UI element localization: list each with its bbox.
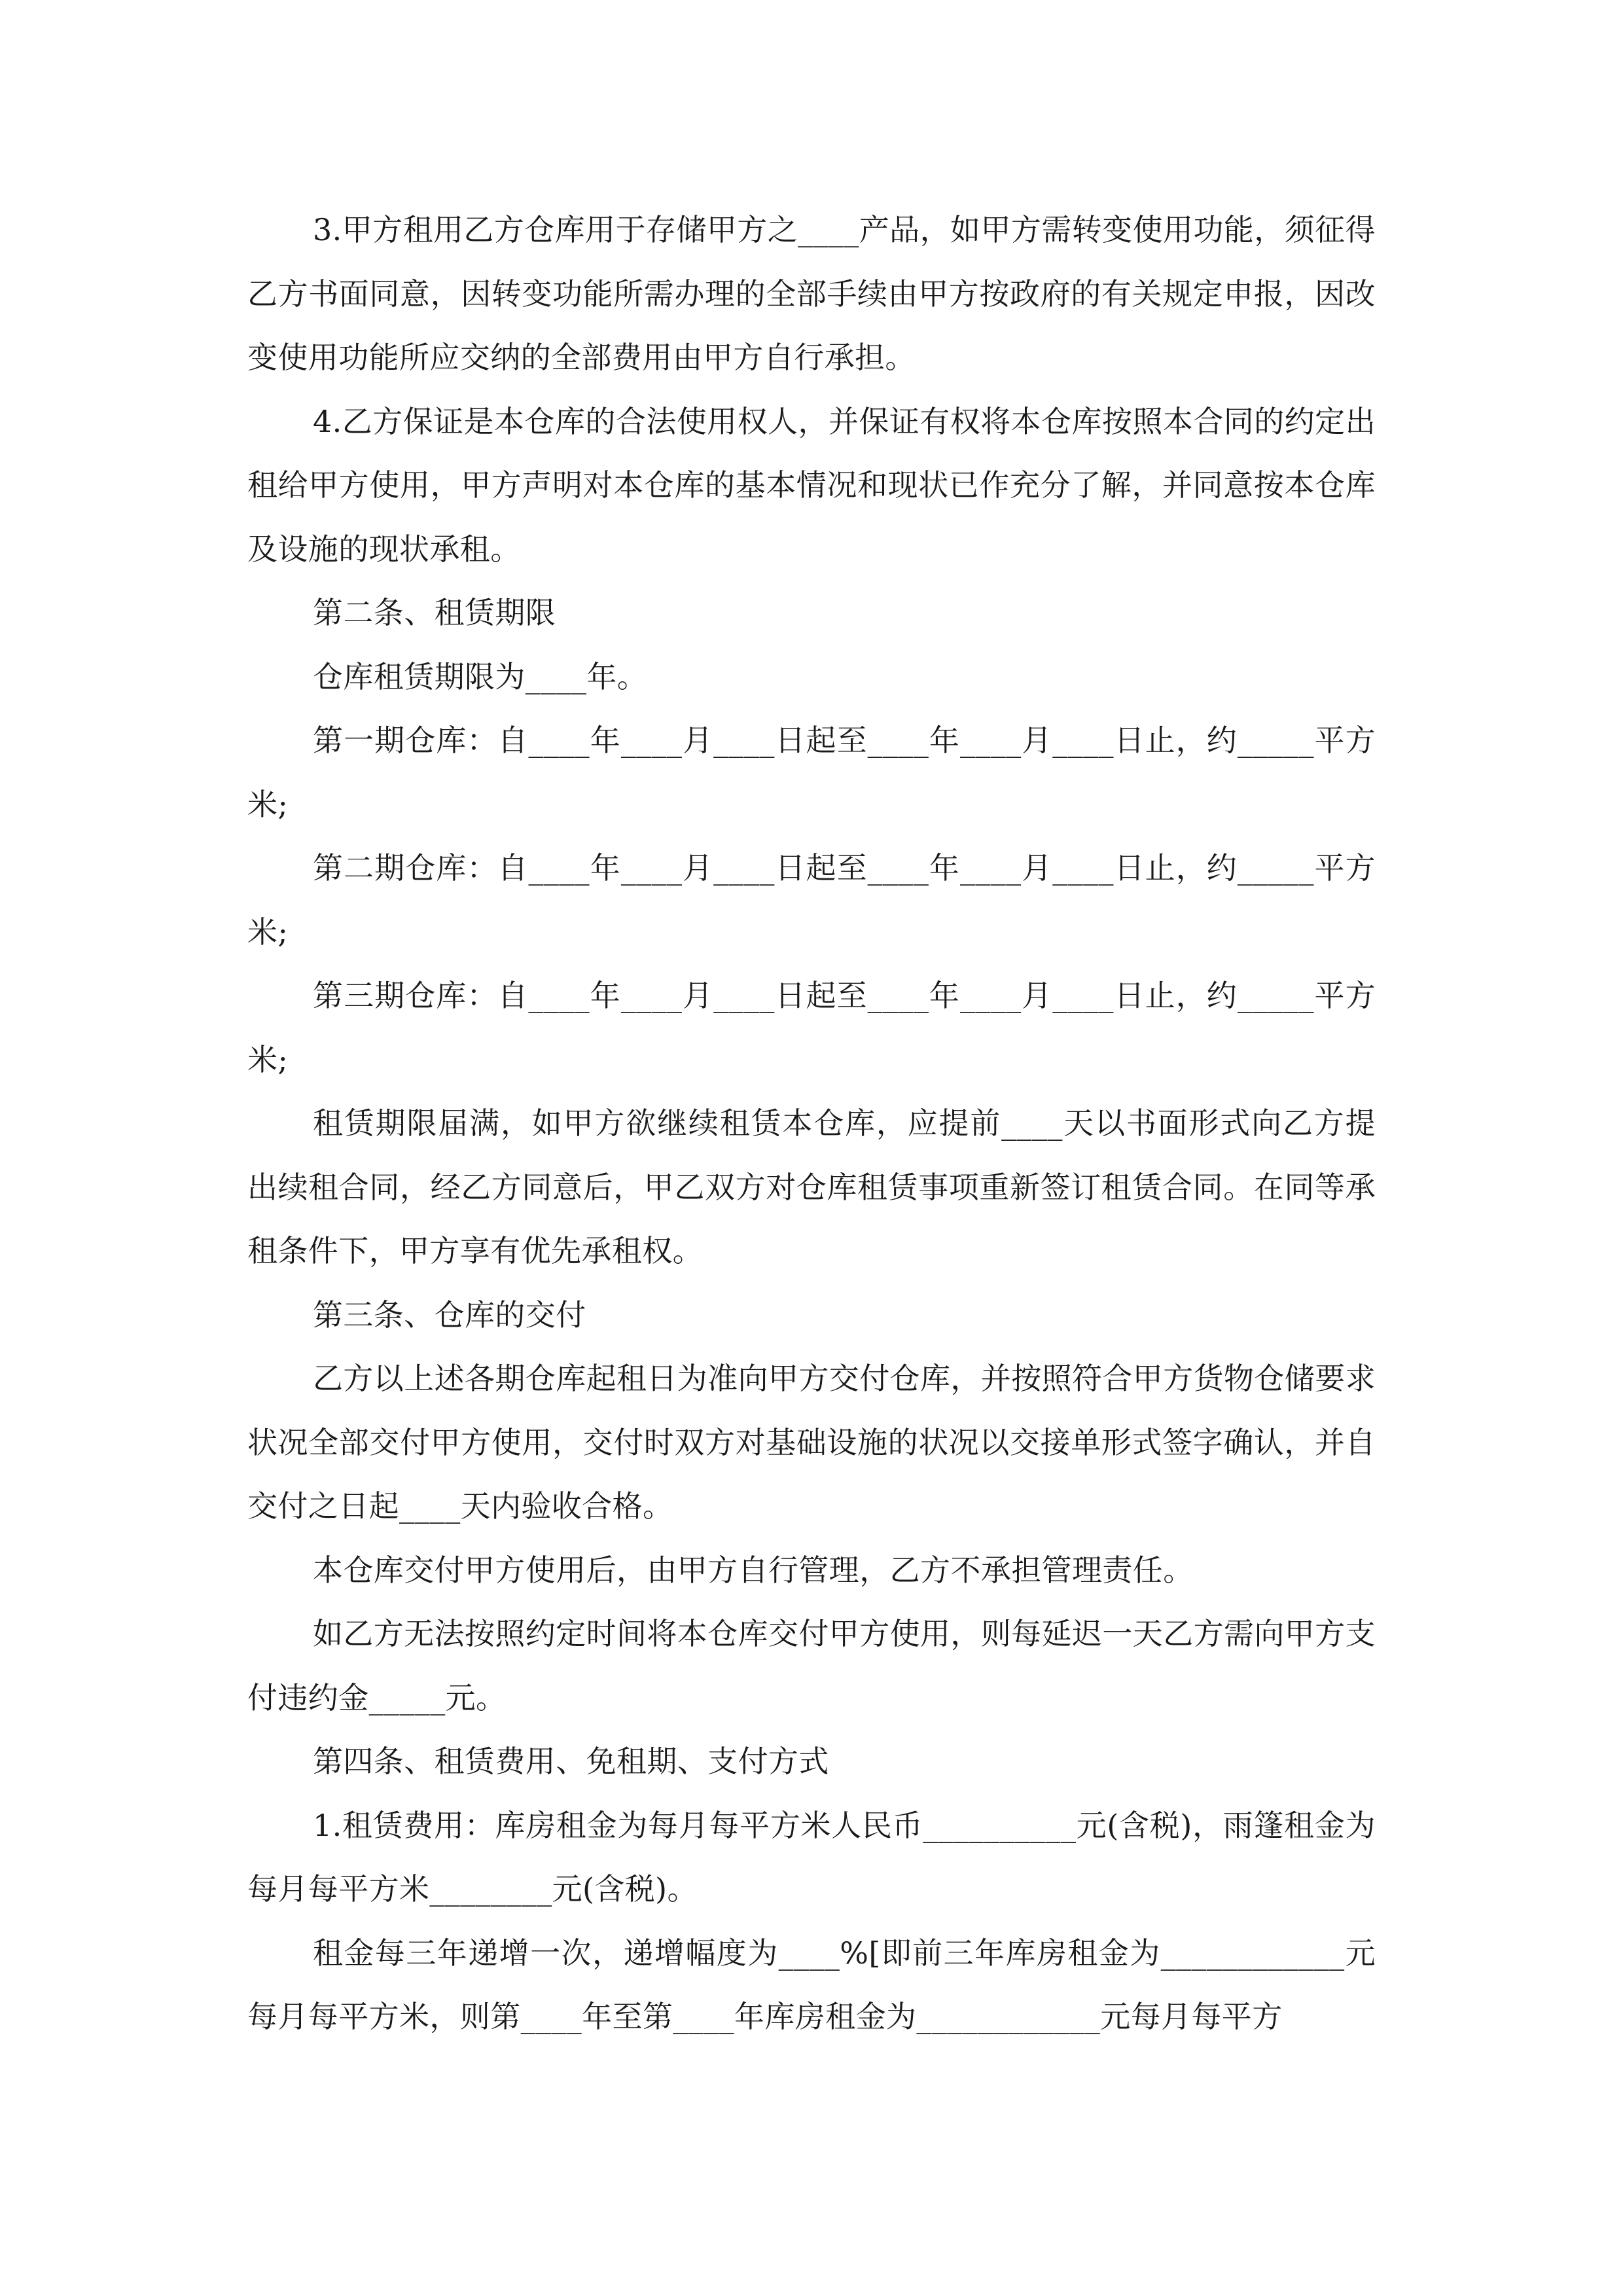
article-4-heading: 第四条、租赁费用、免租期、支付方式 bbox=[313, 1744, 829, 1779]
phase-1-warehouse: 第一期仓库：自____年____月____日起至____年____月____日止，约_____平方米; bbox=[247, 723, 1376, 822]
article-2-heading: 第二条、租赁期限 bbox=[313, 595, 556, 630]
phase-2-warehouse: 第二期仓库：自____年____月____日起至____年____月____日止，约_____平方米; bbox=[247, 850, 1376, 950]
lease-term: 仓库租赁期限为____年。 bbox=[313, 658, 648, 694]
clause-3-usage: 3.甲方租用乙方仓库用于存储甲方之____产品，如甲方需转变使用功能，须征得乙方书面同意，因转变功能所需办理的全部手续由甲方按政府的有关规定申报，因改变使用功能所应交纳的全部费用由甲方自行承担。 bbox=[247, 212, 1376, 375]
clause-4-guarantee: 4.乙方保证是本仓库的合法使用权人，并保证有权将本仓库按照本合同的约定出租给甲方使用，甲方声明对本仓库的基本情况和现状已作充分了解，并同意按本仓库及设施的现状承租。 bbox=[247, 403, 1376, 567]
lease-renewal: 租赁期限届满，如甲方欲继续租赁本仓库，应提前____天以书面形式向乙方提出续租合同，经乙方同意后，甲乙双方对仓库租赁事项重新签订租赁合同。在同等承租条件下，甲方享有优先承租权。 bbox=[247, 1105, 1376, 1268]
document-body bbox=[247, 198, 1376, 2049]
article-3-heading: 第三条、仓库的交付 bbox=[313, 1297, 586, 1333]
late-delivery-penalty: 如乙方无法按照约定时间将本仓库交付甲方使用，则每延迟一天乙方需向甲方支付违约金_____元。 bbox=[247, 1616, 1376, 1715]
rent-escalation: 租金每三年递增一次，递增幅度为____%[即前三年库房租金为____________元每月每平方米，则第____年至第____年库房租金为____________元每月每平方 bbox=[247, 1935, 1376, 2034]
self-management: 本仓库交付甲方使用后，由甲方自行管理，乙方不承担管理责任。 bbox=[313, 1552, 1194, 1588]
phase-3-warehouse: 第三期仓库：自____年____月____日起至____年____月____日止，约_____平方米; bbox=[247, 978, 1376, 1077]
rent-fees: 1.租赁费用：库房租金为每月每平方米人民币__________元(含税)，雨篷租金为每月每平方米________元(含税)。 bbox=[247, 1807, 1376, 1907]
delivery-terms: 乙方以上述各期仓库起租日为准向甲方交付仓库，并按照符合甲方货物仓储要求状况全部交付甲方使用，交付时双方对基础设施的状况以交接单形式签字确认，并自交付之日起____天内验收合格。 bbox=[247, 1361, 1376, 1524]
